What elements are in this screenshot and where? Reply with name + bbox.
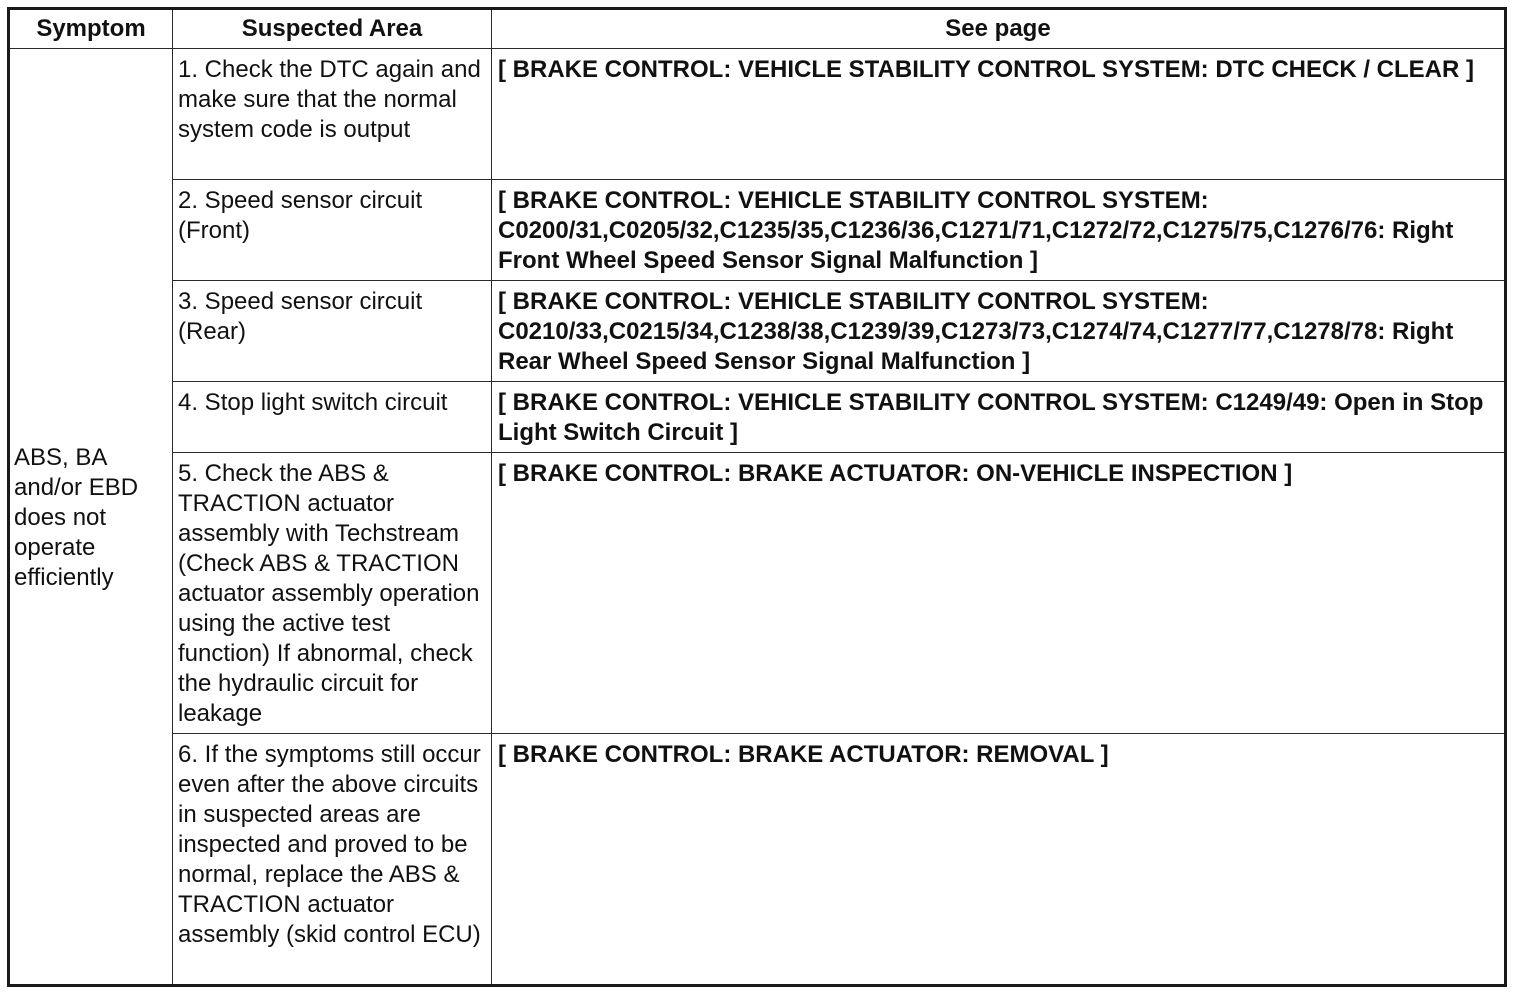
suspected-area-cell: 2. Speed sensor circuit (Front): [173, 180, 492, 281]
see-page-link[interactable]: [ BRAKE CONTROL: BRAKE ACTUATOR: ON-VEHICLE INSPECTION ]: [492, 453, 1506, 734]
table-row: [9, 453, 1506, 734]
suspected-area-cell: 1. Check the DTC again and make sure that the normal system code is output: [173, 49, 492, 180]
see-page-link[interactable]: [ BRAKE CONTROL: VEHICLE STABILITY CONTROL SYSTEM: C1249/49: Open in Stop Light Switch Circuit ]: [492, 382, 1506, 453]
table-row: [9, 49, 1506, 180]
table-row: [9, 382, 1506, 453]
header-suspected-area: Suspected Area: [173, 9, 492, 49]
table-row: [9, 734, 1506, 986]
symptom-cell: ABS, BA and/or EBD does not operate efficiently: [9, 49, 173, 986]
header-symptom: Symptom: [9, 9, 173, 49]
see-page-link[interactable]: [ BRAKE CONTROL: BRAKE ACTUATOR: REMOVAL ]: [492, 734, 1506, 986]
see-page-link[interactable]: [ BRAKE CONTROL: VEHICLE STABILITY CONTROL SYSTEM: C0210/33,C0215/34,C1238/38,C1239/39,C1273/73,C1274/74,C1277/77,C1278/78: Right Rear Wheel Speed Sensor Signal Malfunction ]: [492, 281, 1506, 382]
suspected-area-cell: 3. Speed sensor circuit (Rear): [173, 281, 492, 382]
table-header-row: [9, 9, 1506, 49]
suspected-area-cell: 6. If the symptoms still occur even after the above circuits in suspected areas are inspected and proved to be normal, replace the ABS & TRACTION actuator assembly (skid control ECU): [173, 734, 492, 986]
suspected-area-cell: 4. Stop light switch circuit: [173, 382, 492, 453]
see-page-link[interactable]: [ BRAKE CONTROL: VEHICLE STABILITY CONTROL SYSTEM: C0200/31,C0205/32,C1235/35,C1236/36,C1271/71,C1272/72,C1275/75,C1276/76: Right Front Wheel Speed Sensor Signal Malfunction ]: [492, 180, 1506, 281]
problem-symptoms-table: [7, 7, 1507, 987]
suspected-area-cell: 5. Check the ABS & TRACTION actuator assembly with Techstream (Check ABS & TRACTION actuator assembly operation using the active test function) If abnormal, check the hydraulic circuit for leakage: [173, 453, 492, 734]
see-page-link[interactable]: [ BRAKE CONTROL: VEHICLE STABILITY CONTROL SYSTEM: DTC CHECK / CLEAR ]: [492, 49, 1506, 180]
problem-symptoms-table-container: [7, 7, 1507, 987]
table-row: [9, 180, 1506, 281]
table-row: [9, 281, 1506, 382]
header-see-page: See page: [492, 9, 1506, 49]
